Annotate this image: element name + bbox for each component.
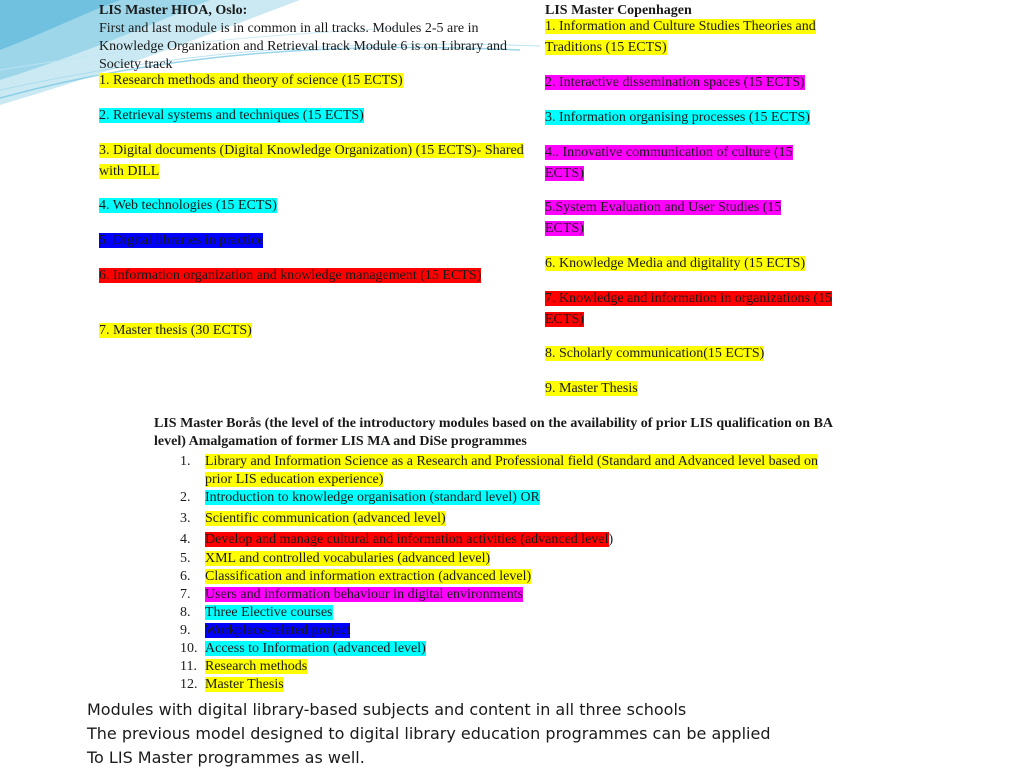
boras-module-6 — [180, 568, 834, 586]
copenhagen-module-3 — [545, 108, 855, 129]
copenhagen-module-label: 9. Master Thesis — [545, 381, 638, 396]
boras-module-label: Access to Information (advanced level) — [205, 641, 426, 656]
boras-module-12 — [180, 676, 834, 694]
boras-module-label: Users and information behaviour in digital environments — [205, 587, 524, 602]
hioa-module-label: 7. Master thesis (30 ECTS) — [99, 323, 252, 338]
boras-module-number: 3. — [180, 511, 191, 526]
hioa-module-6 — [99, 266, 489, 287]
footer-line: The previous model designed to digital library education programmes can be applied — [87, 724, 771, 743]
hioa-module-3 — [99, 141, 531, 182]
boras-module-number: 8. — [180, 605, 191, 620]
footer-line: To LIS Master programmes as well. — [87, 748, 365, 767]
boras-module-number: 9. — [180, 623, 191, 638]
boras-module-11 — [180, 658, 834, 676]
hioa-module-5 — [99, 231, 519, 252]
copenhagen-title: LIS Master Copenhagen — [545, 3, 692, 18]
boras-module-4 — [180, 531, 834, 549]
boras-module-label: Three Elective courses — [205, 605, 333, 620]
copenhagen-module-label: 3. Information organising processes (15 ECTS) — [545, 110, 810, 125]
boras-module-label: Classification and information extraction (advanced level) — [205, 569, 532, 584]
boras-module-label: Master Thesis — [205, 677, 284, 692]
boras-module-number: 5. — [180, 551, 191, 566]
copenhagen-module-6 — [545, 254, 855, 275]
boras-module-label: Introduction to knowledge organisation (standard level) OR — [205, 490, 540, 505]
copenhagen-module-4 — [545, 143, 830, 184]
copenhagen-module-label: 2. Interactive dissemination spaces (15 ECTS) — [545, 75, 805, 90]
hioa-module-label: 1. Research methods and theory of science (15 ECTS) — [99, 73, 403, 88]
footer-notes — [87, 698, 937, 770]
boras-module-5 — [180, 550, 834, 568]
boras-module-number: 12. — [180, 677, 198, 692]
copenhagen-module-8 — [545, 344, 855, 365]
copenhagen-module-9 — [545, 379, 855, 400]
hioa-title: LIS Master HIOA, Oslo: — [99, 3, 248, 18]
hioa-module-2 — [99, 106, 519, 127]
copenhagen-module-label: 6. Knowledge Media and digitality (15 ECTS) — [545, 256, 806, 271]
boras-module-number: 6. — [180, 569, 191, 584]
boras-module-8 — [180, 604, 834, 622]
copenhagen-module-1 — [545, 17, 855, 58]
boras-module-suffix: ) — [608, 532, 614, 547]
boras-module-number: 1. — [180, 454, 191, 469]
copenhagen-module-label: 1. Information and Culture Studies Theories and Traditions (15 ECTS) — [545, 19, 816, 55]
boras-module-3 — [180, 510, 834, 528]
hioa-module-label: 5. Digital libraries in practice — [99, 233, 264, 248]
boras-module-number: 4. — [180, 532, 191, 547]
boras-module-label: Research methods — [205, 659, 308, 674]
hioa-module-7 — [99, 321, 519, 342]
boras-module-number: 11. — [180, 659, 197, 674]
hioa-section — [99, 2, 529, 74]
boras-module-list — [180, 453, 834, 694]
hioa-module-label: 3. Digital documents (Digital Knowledge Organization) (15 ECTS)- Shared with DILL — [99, 143, 524, 179]
boras-module-label: Develop and manage cultural and information activities (advanced level — [205, 532, 609, 547]
boras-module-number: 7. — [180, 587, 191, 602]
boras-module-2 — [180, 489, 834, 507]
copenhagen-module-label: 7. Knowledge and information in organizations (15 ECTS) — [545, 291, 833, 327]
copenhagen-module-label: 4.. Innovative communication of culture (15 ECTS) — [545, 145, 793, 181]
copenhagen-module-2 — [545, 73, 855, 94]
copenhagen-module-7 — [545, 289, 845, 330]
boras-module-label: XML and controlled vocabularies (advanced level) — [205, 551, 491, 566]
hioa-module-label: 2. Retrieval systems and techniques (15 ECTS) — [99, 108, 364, 123]
boras-module-1 — [180, 453, 834, 489]
boras-title: LIS Master Borås (the level of the introductory modules based on the availability of prior LIS qualification on BA level) Amalgamation of former LIS MA and DiSe programmes — [154, 416, 833, 449]
footer-line: Modules with digital library-based subjects and content in all three schools — [87, 700, 687, 719]
hioa-intro: First and last module is in common in all tracks. Modules 2-5 are in Knowledge Organization and Retrieval track Module 6 is on Library and Society track — [99, 21, 507, 72]
boras-module-9 — [180, 622, 834, 640]
copenhagen-module-5 — [545, 198, 820, 239]
copenhagen-module-label: 8. Scholarly communication(15 ECTS) — [545, 346, 765, 361]
boras-module-label: Workplace-related project — [205, 623, 351, 638]
copenhagen-module-label: 5.System Evaluation and User Studies (15 ECTS) — [545, 200, 782, 236]
hioa-module-1 — [99, 71, 519, 92]
boras-module-10 — [180, 640, 834, 658]
hioa-module-label: 6. Information organization and knowledge management (15 ECTS) — [99, 268, 482, 283]
hioa-module-label: 4. Web technologies (15 ECTS) — [99, 198, 277, 213]
boras-module-7 — [180, 586, 834, 604]
boras-module-label: Library and Information Science as a Research and Professional field (Standard and Advanced level based on prior LIS education experience) — [205, 454, 819, 487]
boras-section — [154, 415, 834, 694]
boras-module-number: 10. — [180, 641, 198, 656]
hioa-module-4 — [99, 196, 519, 217]
boras-module-label: Scientific communication (advanced level) — [205, 511, 446, 526]
boras-module-number: 2. — [180, 490, 191, 505]
